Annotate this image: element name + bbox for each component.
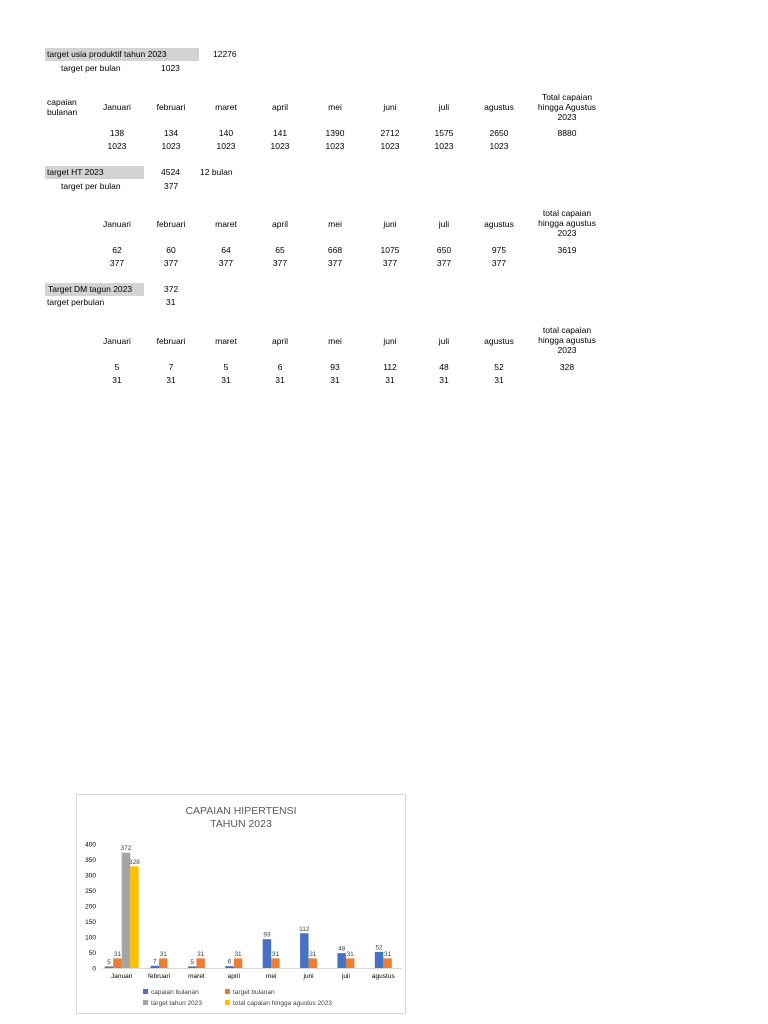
x-tick-label: juni <box>303 973 314 980</box>
bar <box>225 966 234 968</box>
month-header: februari <box>156 219 186 229</box>
bar <box>188 966 197 968</box>
capaian-value: 140 <box>218 128 234 138</box>
target-value: 31 <box>439 375 449 385</box>
bar <box>105 966 114 968</box>
bar-data-label: 31 <box>197 950 205 958</box>
month-header: juli <box>438 219 450 229</box>
target-value: 1023 <box>325 141 345 151</box>
capaian-value: 112 <box>383 362 397 372</box>
capaian-value: 65 <box>275 245 285 255</box>
bar-data-label: 372 <box>120 845 132 853</box>
total-header-line: 2023 <box>557 228 577 238</box>
bar <box>234 958 243 968</box>
legend-swatch <box>225 1000 230 1005</box>
capaian-value: 1075 <box>380 245 400 255</box>
month-header: mei <box>328 102 342 112</box>
target-value: 31 <box>385 375 395 385</box>
y-tick-label: 200 <box>85 903 96 911</box>
legend-label: target bulanan <box>233 989 275 996</box>
month-header: maret <box>215 219 237 229</box>
month-header: juni <box>383 219 397 229</box>
legend-label: total capaian hingga agustus 2023 <box>233 1000 333 1007</box>
y-tick-label: 300 <box>85 872 96 880</box>
month-header: mei <box>328 336 342 346</box>
bar <box>122 853 131 968</box>
x-tick-label: maret <box>188 973 205 980</box>
capaian-value: 5 <box>223 362 229 372</box>
legend-label: target tahun 2023 <box>151 1000 202 1007</box>
section3-label: Target DM tagun 2023 <box>48 284 133 294</box>
legend-swatch <box>143 989 148 994</box>
section1-label: target usia produktif tahun 2023 <box>47 49 167 59</box>
bar-data-label: 31 <box>383 950 392 958</box>
x-tick-label: mei <box>265 973 277 980</box>
bar-data-label: 7 <box>153 958 157 966</box>
y-tick-label: 400 <box>85 841 96 849</box>
section1-value: 12276 <box>213 49 237 59</box>
target-value: 1023 <box>380 141 400 151</box>
month-header: juni <box>383 336 397 346</box>
month-header: juni <box>383 102 397 112</box>
target-value: 377 <box>491 258 507 268</box>
capaian-value: 1575 <box>434 128 454 138</box>
section1-per-bulan-value: 1023 <box>161 63 180 73</box>
month-header: Januari <box>103 102 131 112</box>
total-value: 328 <box>559 362 575 372</box>
y-tick-label: 150 <box>85 919 96 926</box>
total-value: 3619 <box>557 245 577 255</box>
y-tick-label: 100 <box>85 934 96 942</box>
bar-data-label: 112 <box>299 925 310 933</box>
bar <box>346 958 355 968</box>
capaian-value: 134 <box>163 128 179 138</box>
capaian-value: 5 <box>114 362 120 372</box>
target-value: 377 <box>436 258 452 268</box>
bar <box>196 958 205 968</box>
bar-data-label: 5 <box>190 958 194 966</box>
target-value: 377 <box>382 258 398 268</box>
capaian-value: 650 <box>436 245 452 255</box>
total-header-line: total capaian <box>542 208 592 218</box>
capaian-value: 668 <box>327 245 343 255</box>
legend-swatch <box>225 989 230 994</box>
bar-data-label: 31 <box>159 950 167 958</box>
month-header: februari <box>156 102 186 112</box>
capaian-value: 2650 <box>489 128 509 138</box>
bar-data-label: 31 <box>346 950 354 958</box>
total-header-line: hingga agustus <box>538 335 596 345</box>
y-tick-label: 250 <box>85 888 96 895</box>
capaian-value: 48 <box>439 362 449 372</box>
bar <box>309 958 318 968</box>
capaian-value: 7 <box>168 362 174 372</box>
bar-data-label: 31 <box>113 950 122 958</box>
bar-data-label: 52 <box>375 944 383 952</box>
target-value: 377 <box>163 258 179 268</box>
section3-per-bulan-label: target perbulan <box>47 297 105 307</box>
capaian-value: 64 <box>221 245 231 255</box>
capaian-value: 62 <box>112 245 122 255</box>
chart-container <box>76 794 406 1014</box>
legend-label: capaian bulanan <box>151 989 199 996</box>
bar-data-label: 5 <box>107 958 111 966</box>
target-value: 377 <box>327 258 343 268</box>
capaian-value: 2712 <box>380 128 400 138</box>
x-tick-label: juli <box>341 973 350 980</box>
y-tick-label: 350 <box>85 857 96 864</box>
target-value: 31 <box>494 375 504 385</box>
y-tick-label: 0 <box>92 965 96 973</box>
target-value: 1023 <box>489 141 509 151</box>
capaian-value: 138 <box>109 128 125 138</box>
month-header: maret <box>215 336 237 346</box>
section2-note: 12 bulan <box>200 167 233 177</box>
bar <box>271 958 280 968</box>
target-value: 31 <box>275 375 285 385</box>
total-value: 8880 <box>557 128 577 138</box>
month-header: Januari <box>103 336 131 346</box>
bar <box>151 966 160 968</box>
target-value: 31 <box>330 375 340 385</box>
bar <box>375 952 384 968</box>
month-header: juli <box>438 102 450 112</box>
bar-chart <box>77 795 407 1015</box>
row-label-line1: capaian <box>47 97 77 107</box>
target-value: 1023 <box>107 141 127 151</box>
bar <box>263 939 272 968</box>
total-header-line: 2023 <box>557 112 577 122</box>
bar-data-label: 48 <box>338 945 346 953</box>
bar <box>383 958 392 968</box>
capaian-value: 975 <box>491 245 507 255</box>
bar <box>130 866 139 968</box>
total-header-line: hingga agustus <box>538 218 596 228</box>
legend-swatch <box>143 1000 148 1005</box>
x-tick-label: agustus <box>371 973 395 980</box>
bar <box>113 958 122 968</box>
target-value: 31 <box>166 375 176 385</box>
section1-per-bulan-label: target per bulan <box>61 63 121 73</box>
capaian-value: 93 <box>330 362 340 372</box>
month-header: april <box>271 219 289 229</box>
month-header: april <box>271 102 289 112</box>
total-header-line: 2023 <box>557 345 577 355</box>
section2-label: target HT 2023 <box>47 167 104 177</box>
capaian-value: 60 <box>166 245 176 255</box>
x-tick-label: Januari <box>111 973 133 980</box>
x-tick-label: februari <box>148 973 171 980</box>
bar-data-label: 31 <box>309 950 317 958</box>
target-value: 1023 <box>434 141 454 151</box>
chart-title-line: TAHUN 2023 <box>210 817 272 830</box>
total-header-line: total capaian <box>542 325 592 335</box>
month-header: agustus <box>484 219 514 229</box>
target-value: 377 <box>218 258 234 268</box>
month-header: mei <box>328 219 342 229</box>
bar-data-label: 93 <box>263 931 271 939</box>
target-value: 1023 <box>161 141 181 151</box>
total-header-line: hingga Agustus <box>537 102 597 112</box>
bar <box>337 953 346 968</box>
chart-title-line: CAPAIAN HIPERTENSI <box>185 805 297 817</box>
month-header: april <box>271 336 289 346</box>
bar-data-label: 31 <box>271 950 280 958</box>
bar-data-label: 328 <box>129 858 140 866</box>
bar <box>159 958 168 968</box>
bar-data-label: 31 <box>234 950 242 958</box>
target-value: 377 <box>272 258 288 268</box>
month-header: februari <box>156 336 186 346</box>
month-header: agustus <box>484 102 514 112</box>
target-value: 31 <box>112 375 122 385</box>
month-header: juli <box>438 336 450 346</box>
section3-per-bulan-value: 31 <box>166 297 176 307</box>
target-value: 31 <box>221 375 231 385</box>
bar-data-label: 6 <box>227 958 232 966</box>
total-header-line: Total capaian <box>541 92 593 102</box>
row-label-line2: bulanan <box>47 107 78 117</box>
x-tick-label: april <box>227 973 240 980</box>
target-value: 1023 <box>270 141 290 151</box>
y-tick-label: 50 <box>88 950 96 957</box>
section3-value: 372 <box>164 284 179 294</box>
bar <box>300 933 309 968</box>
capaian-value: 141 <box>272 128 288 138</box>
capaian-value: 1390 <box>325 128 345 138</box>
capaian-value: 6 <box>277 362 283 372</box>
section2-per-bulan-value: 377 <box>164 181 179 191</box>
section2-per-bulan-label: target per bulan <box>61 181 121 191</box>
month-header: maret <box>215 102 237 112</box>
target-value: 377 <box>109 258 125 268</box>
month-header: Januari <box>103 219 131 229</box>
capaian-value: 52 <box>494 362 504 372</box>
target-value: 1023 <box>216 141 236 151</box>
month-header: agustus <box>484 336 514 346</box>
section2-value: 4524 <box>161 167 180 177</box>
